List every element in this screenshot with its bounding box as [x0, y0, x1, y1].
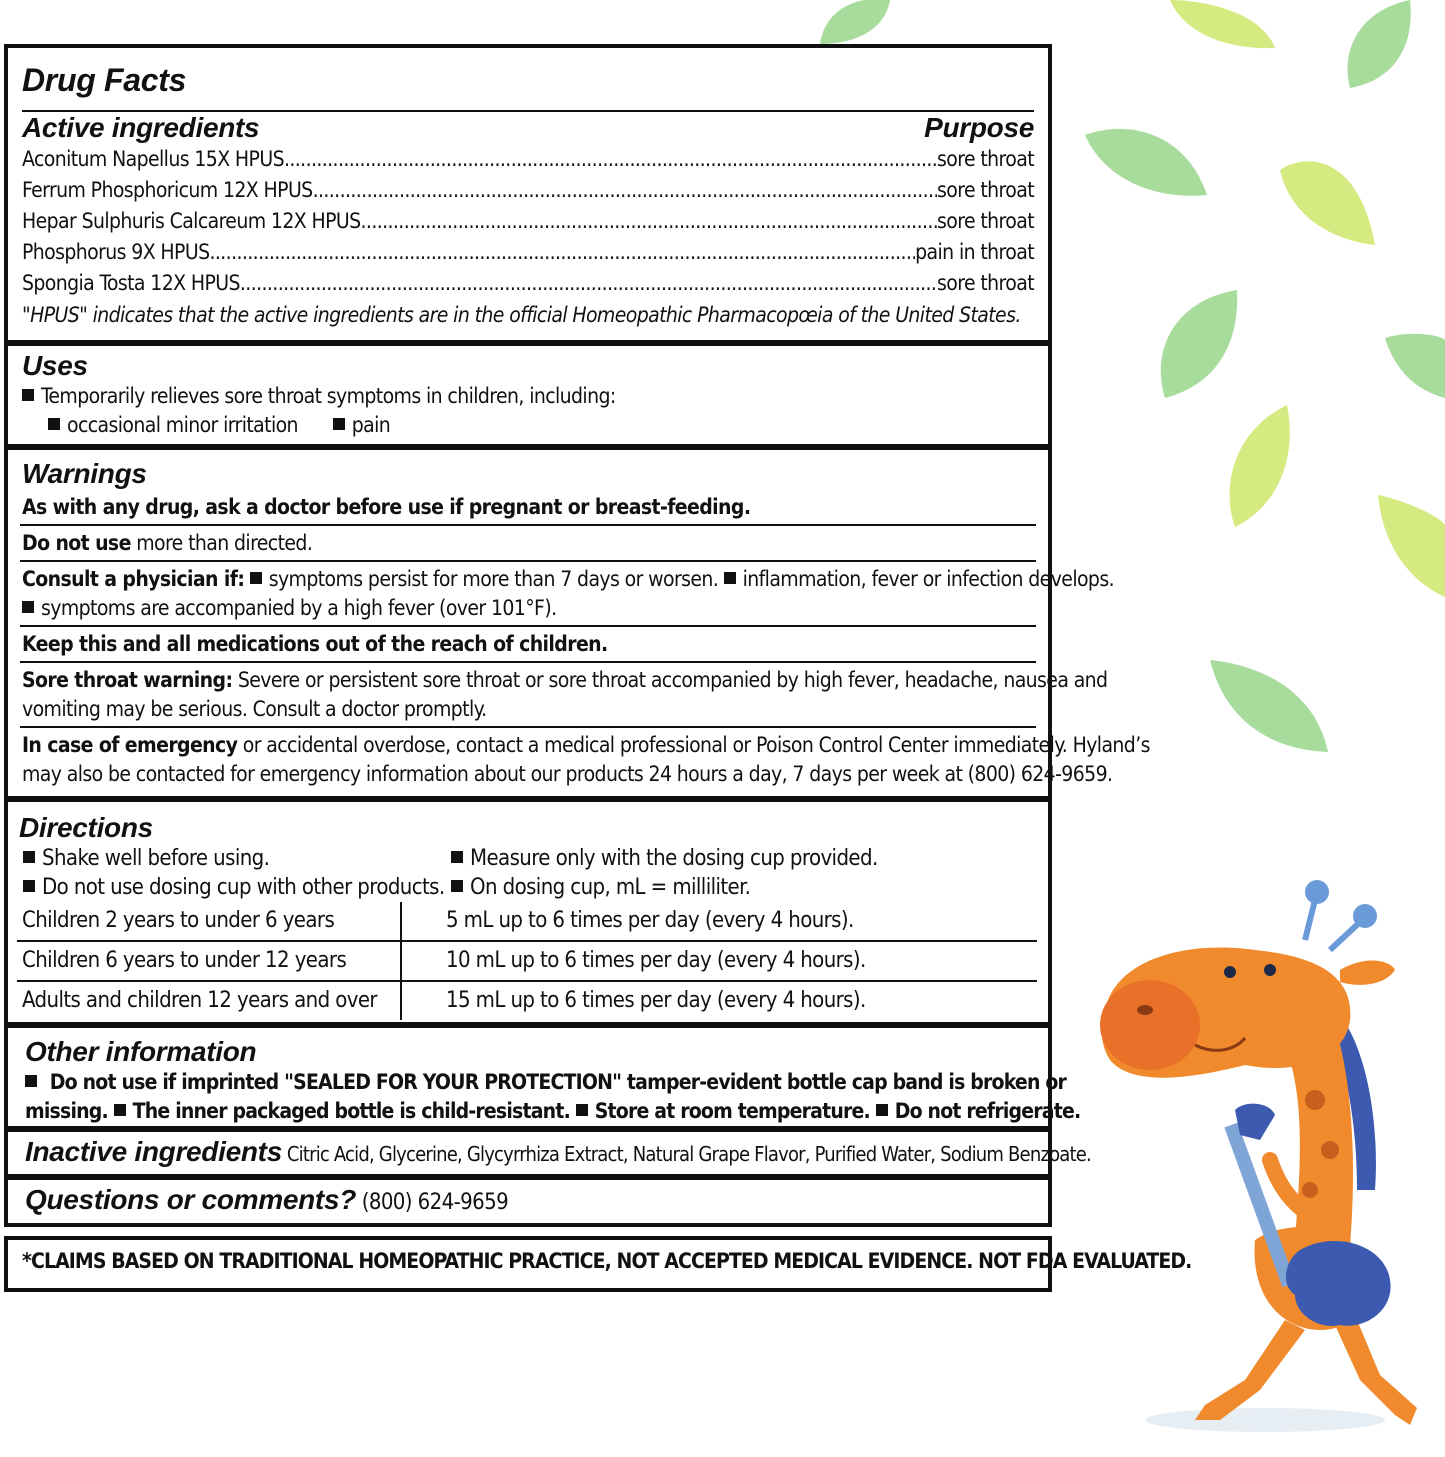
uses-subitem: occasional minor irritation	[67, 413, 298, 437]
dosage-amount: 5 mL up to 6 times per day (every 4 hours).	[446, 908, 854, 933]
bullet-icon	[114, 1104, 126, 1116]
bullet-icon	[451, 880, 463, 892]
leaf-icon	[1170, 0, 1280, 50]
uses-subitems	[22, 411, 1034, 440]
ingredient-name: Phosphorus 9X HPUS	[22, 240, 210, 264]
bullet-icon	[333, 418, 345, 430]
purpose-heading: Purpose	[924, 112, 1034, 143]
bullet-icon	[48, 418, 60, 430]
bullet-icon	[876, 1104, 888, 1116]
inactive-ingredients-list: Citric Acid, Glycerine, Glycyrrhiza Extract, Natural Grape Flavor, Purified Water, Sodium Benzoate.	[281, 1142, 1091, 1166]
direction-item: Do not use dosing cup with other products.	[23, 873, 451, 902]
leaf-icon	[1340, 0, 1415, 90]
dosage-row	[19, 982, 1034, 1020]
dosage-age: Adults and children 12 years and over	[19, 982, 402, 1020]
ingredient-purpose: sore throat	[937, 147, 1034, 171]
directions-section	[8, 812, 1048, 1020]
bullet-icon	[23, 880, 35, 892]
dosage-row	[19, 902, 1034, 940]
bullet-icon	[576, 1104, 588, 1116]
leaf-icon	[1155, 290, 1240, 400]
section-divider	[8, 1126, 1048, 1132]
drug-facts-header	[8, 60, 1048, 100]
ingredient-name: Ferrum Phosphoricum 12X HPUS	[22, 178, 313, 202]
dosage-amount: 10 mL up to 6 times per day (every 4 hours).	[446, 948, 866, 973]
warnings-heading: Warnings	[22, 458, 147, 489]
emergency-warning-cont: may also be contacted for emergency information about our products 24 hours a day, 7 days per week at (800) 624-9659.	[22, 762, 1113, 786]
uses-item: Temporarily relieves sore throat symptoms in children, including:	[22, 382, 1034, 411]
active-ingredients-heading: Active ingredients	[22, 112, 260, 143]
bullet-icon	[23, 851, 35, 863]
bullet-icon	[25, 1075, 37, 1087]
sore-throat-warning-cont: vomiting may be serious. Consult a doctor promptly.	[22, 697, 487, 721]
direction-item: Shake well before using.	[23, 844, 451, 873]
direction-item: On dosing cup, mL = milliliter.	[451, 873, 878, 902]
emergency-warning: In case of emergency or accidental overdose, contact a medical professional or Poison Control Center immediately. Hyland’s	[22, 733, 1150, 757]
other-information-line: missing. The inner packaged bottle is child-resistant. Store at room temperature. Do not refrigerate.	[25, 1099, 1081, 1123]
ingredient-row	[22, 237, 1034, 268]
ingredient-row	[22, 175, 1034, 206]
giraffe-illustration	[1095, 860, 1440, 1445]
dosage-row	[19, 942, 1034, 980]
section-divider	[8, 1022, 1048, 1028]
bullet-icon	[451, 851, 463, 863]
other-information-heading: Other information	[25, 1036, 257, 1067]
warnings-section	[8, 458, 1150, 789]
ingredient-row	[22, 268, 1034, 299]
bullet-icon	[22, 389, 34, 401]
section-divider	[8, 340, 1048, 346]
ingredient-name: Hepar Sulphuris Calcareum 12X HPUS	[22, 209, 361, 233]
section-divider	[8, 1174, 1048, 1180]
uses-section	[8, 350, 1048, 440]
ingredient-purpose: sore throat	[937, 271, 1034, 295]
consult-physician-warning: Consult a physician if: symptoms persist for more than 7 days or worsen. inflammation, fever or infection develops.	[22, 567, 1114, 591]
leaf-icon	[1210, 660, 1330, 755]
drug-facts-panel	[4, 44, 1150, 1227]
directions-bullets	[19, 844, 1034, 902]
hpus-note: "HPUS" indicates that the active ingredients are in the official Homeopathic Pharmacopœia of the United States.	[22, 303, 1021, 327]
ingredient-name: Spongia Tosta 12X HPUS	[22, 271, 240, 295]
leaf-icon	[1385, 330, 1445, 400]
pregnancy-warning: As with any drug, ask a doctor before use if pregnant or breast-feeding.	[22, 495, 751, 519]
bullet-icon	[724, 572, 736, 584]
directions-heading: Directions	[19, 812, 153, 843]
ingredient-row	[22, 206, 1034, 237]
ingredient-row	[22, 144, 1034, 175]
do-not-use-warning: Do not use more than directed.	[22, 531, 313, 555]
consult-physician-warning-cont: symptoms are accompanied by a high fever (over 101°F).	[22, 594, 1034, 625]
claims-disclaimer	[4, 1236, 1192, 1292]
sore-throat-warning: Sore throat warning: Severe or persistent sore throat or sore throat accompanied by high fever, headache, nausea and	[22, 668, 1108, 692]
ingredient-list	[22, 144, 1034, 331]
ingredient-purpose: pain in throat	[915, 240, 1034, 264]
other-information-line: Do not use if imprinted "SEALED FOR YOUR PROTECTION" tamper-evident bottle cap band is broken or	[25, 1068, 1034, 1097]
ingredient-purpose: sore throat	[937, 178, 1034, 202]
questions-section	[8, 1184, 1048, 1217]
direction-item: Measure only with the dosing cup provided.	[451, 844, 878, 873]
inactive-ingredients-heading: Inactive ingredients	[25, 1136, 282, 1167]
keep-out-of-reach-warning: Keep this and all medications out of the reach of children.	[22, 632, 608, 656]
other-information-section	[8, 1036, 1081, 1126]
dosage-table	[19, 902, 1034, 1020]
ingredient-purpose: sore throat	[937, 209, 1034, 233]
uses-heading: Uses	[22, 350, 88, 381]
section-divider	[8, 444, 1048, 450]
leaf-icon	[815, 0, 895, 44]
bullet-icon	[250, 572, 262, 584]
active-ingredients-section	[8, 112, 1048, 331]
dosage-age: Children 6 years to under 12 years	[19, 942, 402, 980]
leaf-icon	[1225, 405, 1295, 530]
claims-text: *CLAIMS BASED ON TRADITIONAL HOMEOPATHIC PRACTICE, NOT ACCEPTED MEDICAL EVIDENCE. NOT FDA EVALUATED.	[22, 1249, 1192, 1273]
leaf-icon	[1280, 150, 1380, 250]
inactive-ingredients-section	[8, 1136, 1091, 1169]
drug-facts-title: Drug Facts	[22, 62, 187, 98]
bullet-icon	[22, 601, 34, 613]
uses-subitem: pain	[351, 413, 391, 437]
dosage-age: Children 2 years to under 6 years	[19, 902, 402, 940]
ingredient-name: Aconitum Napellus 15X HPUS	[22, 147, 284, 171]
section-divider	[8, 796, 1048, 802]
questions-phone: (800) 624-9659	[356, 1190, 509, 1215]
leaf-icon	[1378, 495, 1445, 600]
leaf-icon	[1085, 125, 1210, 200]
dosage-amount: 15 mL up to 6 times per day (every 4 hours).	[446, 988, 866, 1013]
questions-heading: Questions or comments?	[25, 1184, 357, 1215]
